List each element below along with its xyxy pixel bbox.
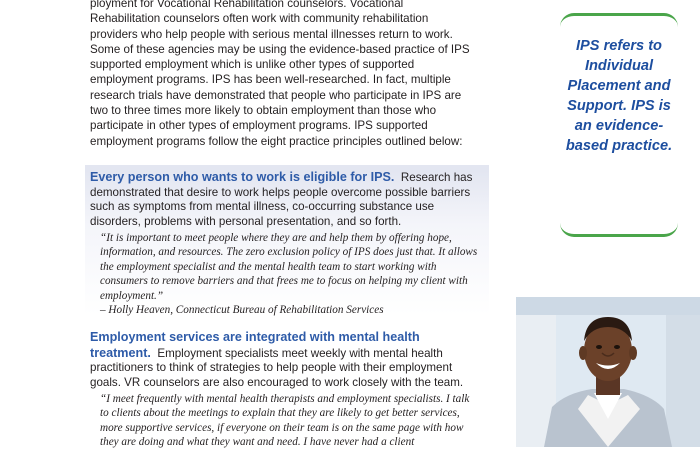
intro-paragraph: ployment for Vocational Rehabilitation counselors. Vocational Rehabilitation counselors often work with community rehabilitation providers who help people with serious mental illnesses return to work. Some of these agencies may be using the evidence-based practice of IPS supported employment which is unlike other types of supported employment programs. IPS has been well-researched. In fact, multiple research trials have demonstrated that people who participate in IPS are two to three times more likely to obtain employment than those who participate in other types of employment programs. IPS supported employment programs follow the eight practice principles outlined below: — [90, 0, 470, 148]
smiling-man-illustration — [516, 297, 700, 447]
principle-integrated-services — [90, 330, 480, 450]
principle-zero-exclusion — [90, 170, 480, 317]
callout-text: IPS refers to Individual Placement and Support. IPS is an evidence-based practice. — [565, 38, 673, 154]
principle-body: Research has demonstrated that desire to work helps people overcome possible barriers such as symptoms from mental illness, co-occurring substance use disorders, problems with personal presentation, and so forth. — [90, 171, 473, 228]
principle-paragraph — [90, 330, 480, 390]
principle-quote: “It is important to meet people where they are and help them by offering hope, information, and resources. The zero exclusion policy of IPS does just that. It allows the employment specialist and the mental health team to start working with consumers to remove barriers and that frees me to focus on helping my client with employment.” — [100, 232, 478, 302]
principle-body: Employment specialists meet weekly with mental health practitioners to think of strategies to help people with their employment goals. VR counselors are also encouraged to work closely with the team. — [90, 346, 464, 389]
principle-title: Employment services are integrated with mental health treatment. — [90, 330, 420, 360]
principle-quote: “I meet frequently with mental health therapists and employment specialists. I talk to clients about the meetings to explain that they are likely to get better services, more supportive services, if everyone on their team is on the same page with how they are doing and what they want and need. I have never had a client — [100, 393, 470, 449]
principle-title: Every person who wants to work is eligible for IPS. — [90, 170, 395, 184]
person-photo — [516, 297, 700, 447]
quote-attribution: – Holly Heaven, Connecticut Bureau of Rehabilitation Services — [100, 304, 384, 317]
principle-paragraph — [90, 170, 480, 229]
